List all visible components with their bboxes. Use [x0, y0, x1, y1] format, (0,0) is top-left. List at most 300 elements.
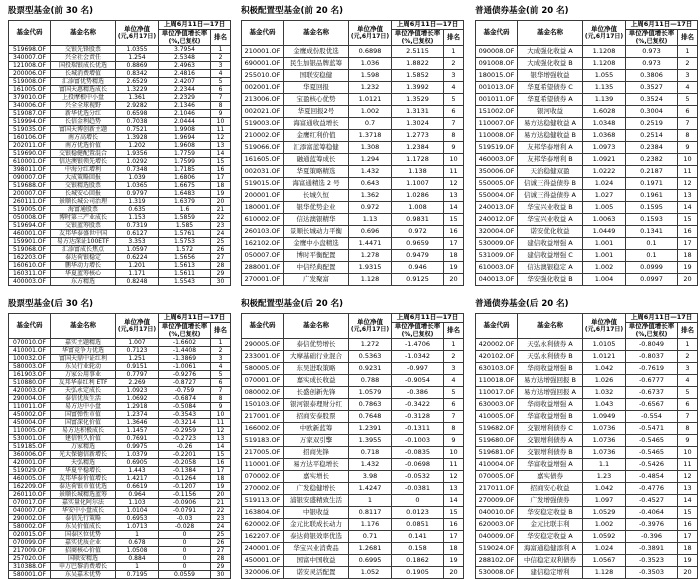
- table-row: [476, 94, 698, 106]
- fund-code-cell: 070017.OF: [9, 499, 51, 507]
- fund-rows: [9, 339, 231, 579]
- nav-cell: 1.001: [583, 238, 626, 250]
- nav-cell: 1.0736: [583, 423, 626, 435]
- rank-cell: 7: [211, 94, 231, 102]
- nav-cell: 1.0104: [116, 507, 159, 515]
- table-row: [9, 491, 231, 499]
- growth-cell: -0.5471: [626, 423, 678, 435]
- rank-cell: 10: [678, 154, 698, 166]
- growth-cell: -0.5426: [626, 459, 678, 471]
- fund-code-cell: 690001.OF: [242, 58, 284, 70]
- growth-cell: -0.8049: [626, 339, 678, 351]
- rank-cell: 24: [211, 523, 231, 531]
- nav-cell: 2.269: [116, 379, 159, 387]
- fund-rows: [476, 46, 698, 286]
- fund-code-cell: 350006.OF: [476, 166, 518, 178]
- fund-code-cell: 580005.OF: [242, 363, 284, 375]
- table-row: [242, 250, 464, 262]
- fund-code-cell: 288102.OF: [476, 555, 518, 567]
- nav-cell: 1.232: [349, 82, 392, 94]
- table-row: [476, 459, 698, 471]
- rank-cell: 13: [444, 483, 464, 495]
- col-header-rank: 排名: [678, 323, 698, 339]
- nav-cell: 1.4217: [116, 475, 159, 483]
- table-row: [242, 202, 464, 214]
- fund-name-cell: 华宝兴业收益 A: [518, 214, 583, 226]
- fund-code-cell: 519005.OF: [9, 206, 51, 214]
- fund-name-cell: 海富通收益增长: [284, 118, 349, 130]
- fund-name-cell: 中银收益: [284, 507, 349, 519]
- fund-code-cell: 091008.OF: [476, 58, 518, 70]
- table-row: [9, 174, 231, 182]
- fund-code-cell: 257020.OF: [9, 555, 51, 563]
- growth-cell: 2.1346: [159, 102, 211, 110]
- rank-cell: 23: [211, 222, 231, 230]
- table-row: [9, 403, 231, 411]
- col-header-growth: [626, 323, 678, 339]
- nav-cell: 1.007: [116, 339, 159, 347]
- growth-cell: 3.7954: [159, 46, 211, 54]
- nav-cell: 0.8342: [116, 70, 159, 78]
- nav-cell: 1.042: [583, 483, 626, 495]
- nav-cell: 1.272: [349, 339, 392, 351]
- table-row: [476, 130, 698, 142]
- rank-cell: 11: [444, 166, 464, 178]
- rank-cell: 21: [211, 499, 231, 507]
- nav-cell: 1.362: [349, 190, 392, 202]
- table-row: [242, 262, 464, 274]
- rank-cell: 7: [678, 411, 698, 423]
- nav-cell: 0.6995: [349, 555, 392, 567]
- fund-table-panel: [233, 6, 467, 286]
- fund-name-cell: 国联安稳健: [284, 70, 349, 82]
- rank-cell: 9: [678, 435, 698, 447]
- growth-cell: -1.4408: [159, 347, 211, 355]
- fund-name-cell: 建信恒久价值: [51, 435, 116, 443]
- nav-cell: 1.0567: [583, 555, 626, 567]
- rank-cell: 13: [678, 483, 698, 495]
- fund-code-cell: 270009.OF: [476, 495, 518, 507]
- nav-cell: 1.135: [583, 82, 626, 94]
- growth-cell: -0.997: [392, 363, 444, 375]
- fund-name-cell: 景顺长城精选蓝筹: [51, 491, 116, 499]
- growth-cell: -0.396: [626, 531, 678, 543]
- fund-code-cell: 420002.OF: [476, 339, 518, 351]
- table-row: [242, 495, 464, 507]
- rank-cell: 7: [211, 387, 231, 395]
- rank-cell: 8: [211, 395, 231, 403]
- rank-cell: 16: [211, 459, 231, 467]
- growth-cell: 1.2773: [392, 130, 444, 142]
- table-row: [9, 94, 231, 102]
- growth-cell: 2.2329: [159, 94, 211, 102]
- rank-cell: 4: [678, 375, 698, 387]
- growth-cell: 0.973: [626, 58, 678, 70]
- nav-cell: 1.001: [583, 250, 626, 262]
- growth-cell: 0.9831: [392, 214, 444, 226]
- nav-cell: 1.128: [349, 274, 392, 286]
- fund-name-cell: 友邦华泰价值增长: [51, 475, 116, 483]
- growth-cell: 1.5611: [159, 270, 211, 278]
- nav-cell: 1.2918: [116, 403, 159, 411]
- fund-name-cell: 富国天惠精选成长: [51, 86, 116, 94]
- rank-cell: 17: [444, 531, 464, 543]
- rank-cell: 17: [211, 467, 231, 475]
- rank-cell: 9: [678, 142, 698, 154]
- table-row: [476, 531, 698, 543]
- fund-code-cell: 180015.OF: [476, 70, 518, 82]
- col-header-nav: [349, 314, 392, 339]
- nav-cell: 0.6905: [116, 459, 159, 467]
- growth-cell: -0.5084: [159, 403, 211, 411]
- nav-cell: 0.8869: [116, 62, 159, 70]
- table-row: [9, 78, 231, 86]
- growth-cell: 0.2519: [626, 118, 678, 130]
- growth-cell: 1.6379: [159, 198, 211, 206]
- fund-code-cell: 070010.OF: [9, 339, 51, 347]
- table-row: [242, 507, 464, 519]
- fund-code-cell: 217011.OF: [476, 483, 518, 495]
- growth-cell: -0.3976: [626, 519, 678, 531]
- growth-header-line2: (%,已复权): [168, 330, 201, 338]
- table-row: [9, 142, 231, 150]
- fund-name-cell: 交银稳健配置混合: [51, 150, 116, 158]
- growth-cell: -0.3422: [392, 399, 444, 411]
- table-row: [242, 82, 464, 94]
- rank-cell: 19: [678, 262, 698, 274]
- growth-cell: 1.9908: [159, 126, 211, 134]
- rank-cell: 2: [444, 351, 464, 363]
- col-header-growth: [392, 323, 444, 339]
- fund-code-cell: 070005.OF: [476, 471, 518, 483]
- nav-cell: 1.0713: [116, 523, 159, 531]
- table-row: [242, 435, 464, 447]
- rank-cell: 7: [678, 118, 698, 130]
- rank-cell: 4: [211, 363, 231, 371]
- fund-code-cell: 050007.OF: [242, 250, 284, 262]
- growth-cell: -0.4776: [626, 483, 678, 495]
- fund-code-cell: 162209.OF: [9, 483, 51, 491]
- table-row: [242, 166, 464, 178]
- growth-cell: -0.554: [626, 411, 678, 423]
- growth-cell: 0.0851: [392, 519, 444, 531]
- table-row: [242, 154, 464, 166]
- fund-code-cell: 210001.OF: [242, 46, 284, 58]
- nav-cell: 1.1208: [583, 46, 626, 58]
- fund-code-cell: 110001.OF: [242, 459, 284, 471]
- col-header-week-range: 上周6月11日—17日: [626, 314, 698, 323]
- table-row: [476, 483, 698, 495]
- rank-cell: 5: [678, 387, 698, 399]
- growth-header-line1: 单位净值增长率: [394, 322, 441, 330]
- col-header-fund-name: 基金名称: [51, 21, 116, 46]
- fund-name-cell: 东吴行业轮动: [51, 363, 116, 371]
- growth-cell: -0.26: [159, 443, 211, 451]
- growth-cell: 1.008: [392, 202, 444, 214]
- rank-cell: 2: [211, 347, 231, 355]
- table-row: [476, 70, 698, 82]
- table-row: [242, 94, 464, 106]
- fund-name-cell: 汇添富成长焦点: [51, 246, 116, 254]
- rank-cell: 1: [211, 339, 231, 347]
- rank-cell: 6: [211, 86, 231, 94]
- fund-name-cell: 友邦华泰增利 B: [518, 154, 583, 166]
- table-row: [9, 371, 231, 379]
- growth-cell: 0.3524: [626, 94, 678, 106]
- fund-name-cell: 银河收益: [518, 106, 583, 118]
- fund-table: [8, 20, 231, 286]
- rank-cell: 30: [211, 278, 231, 286]
- growth-cell: 1.6675: [159, 182, 211, 190]
- rank-cell: 1: [678, 46, 698, 58]
- fund-name-cell: 华商收益增强 A: [518, 399, 583, 411]
- rank-cell: 25: [211, 238, 231, 246]
- growth-cell: -0.2723: [159, 435, 211, 443]
- fund-code-cell: 040013.OF: [476, 274, 518, 286]
- growth-cell: 1.3529: [392, 94, 444, 106]
- table-row: [476, 555, 698, 567]
- col-header-growth: [392, 30, 444, 46]
- col-header-fund-name: 基金名称: [518, 21, 583, 46]
- nav-cell: 0.9975: [116, 443, 159, 451]
- table-row: [476, 190, 698, 202]
- growth-header-line1: 单位净值增长率: [394, 29, 441, 37]
- fund-name-cell: 嘉实优质企业: [51, 539, 116, 547]
- rank-cell: 14: [211, 443, 231, 451]
- fund-name-cell: 富国天鼎中证红利: [51, 355, 116, 363]
- growth-cell: -0.3543: [159, 411, 211, 419]
- fund-name-cell: 大成策略回报: [51, 174, 116, 182]
- table-row: [9, 62, 231, 70]
- nav-cell: 0.6598: [116, 110, 159, 118]
- fund-name-cell: 泰信优势增长: [284, 339, 349, 351]
- rank-cell: 20: [444, 274, 464, 286]
- growth-cell: 1.6: [159, 206, 211, 214]
- growth-cell: -0.03: [159, 515, 211, 523]
- nav-cell: 1.2374: [116, 411, 159, 419]
- growth-cell: -0.1207: [159, 483, 211, 491]
- nav-cell: 2.9282: [116, 102, 159, 110]
- rank-cell: 15: [678, 507, 698, 519]
- fund-name-cell: 易方达中小盘: [51, 403, 116, 411]
- nav-cell: 1.024: [583, 543, 626, 555]
- table-row: [9, 270, 231, 278]
- growth-cell: -0.3128: [392, 411, 444, 423]
- rank-cell: 9: [444, 142, 464, 154]
- table-row: [476, 411, 698, 423]
- fund-code-cell: 519029.OF: [9, 467, 51, 475]
- col-header-fund-code: 基金代码: [476, 21, 518, 46]
- fund-name-cell: 华富收益增强 B: [518, 411, 583, 423]
- fund-table: [241, 20, 464, 286]
- fund-code-cell: 460001.OF: [9, 230, 51, 238]
- rank-cell: 6: [444, 399, 464, 411]
- growth-cell: 1.3992: [392, 82, 444, 94]
- fund-name-cell: 友邦华泰盛世中国: [51, 230, 116, 238]
- growth-cell: 1.572: [159, 246, 211, 254]
- growth-cell: -0.3503: [626, 567, 678, 579]
- growth-cell: -0.386: [392, 387, 444, 399]
- fund-code-cell: 080002.OF: [242, 387, 284, 399]
- nav-cell: 1.002: [583, 519, 626, 531]
- fund-name-cell: 华安稳定收益 A: [518, 531, 583, 543]
- growth-cell: 2.0444: [159, 118, 211, 126]
- rank-cell: 15: [444, 214, 464, 226]
- nav-cell: 1.3955: [349, 435, 392, 447]
- fund-name-cell: 交银增利债券 C: [518, 423, 583, 435]
- fund-name-cell: 建信收益增强 C: [518, 250, 583, 262]
- table-row: [9, 110, 231, 118]
- rank-cell: 14: [444, 202, 464, 214]
- rank-cell: 11: [678, 166, 698, 178]
- fund-name-cell: 华安稳定收益 B: [518, 507, 583, 519]
- fund-name-cell: 信达澳银稳定 A: [518, 262, 583, 274]
- table-row: [9, 419, 231, 427]
- fund-name-cell: 广发增强债券: [518, 495, 583, 507]
- rank-cell: 4: [444, 82, 464, 94]
- fund-name-cell: 建信稳定增利: [518, 567, 583, 579]
- rank-cell: 7: [444, 118, 464, 130]
- growth-cell: 1.2384: [392, 142, 444, 154]
- growth-cell: -0.5465: [626, 447, 678, 459]
- fund-code-cell: 519087.OF: [9, 110, 51, 118]
- nav-cell: 0.884: [116, 555, 159, 563]
- rank-cell: 15: [211, 451, 231, 459]
- rank-cell: 12: [444, 471, 464, 483]
- fund-code-cell: 160610.OF: [9, 262, 51, 270]
- fund-code-cell: 200006.OF: [9, 70, 51, 78]
- rank-cell: 9: [211, 403, 231, 411]
- table-row: [9, 198, 231, 206]
- fund-name-cell: 兴全社会责任: [51, 54, 116, 62]
- fund-tables-grid: [0, 6, 700, 579]
- fund-code-cell: 050008.OF: [9, 214, 51, 222]
- fund-code-cell: 519694.OF: [9, 222, 51, 230]
- fund-code-cell: 398011.OF: [9, 166, 51, 174]
- growth-cell: 1.5761: [159, 230, 211, 238]
- rank-cell: 29: [211, 270, 231, 278]
- fund-name-cell: 南方高增长: [51, 134, 116, 142]
- growth-cell: 0: [159, 539, 211, 547]
- table-row: [9, 347, 231, 355]
- fund-code-cell: 040009.OF: [476, 531, 518, 543]
- fund-name-cell: 华夏策略精选: [284, 166, 349, 178]
- fund-name-cell: 国富中国收益: [284, 555, 349, 567]
- rank-cell: 12: [678, 178, 698, 190]
- table-row: [242, 106, 464, 118]
- fund-name-cell: 宝盈核心优势: [284, 94, 349, 106]
- fund-table: [475, 20, 698, 286]
- growth-cell: 1.1007: [392, 178, 444, 190]
- rank-cell: 3: [211, 355, 231, 363]
- fund-rows: [9, 46, 231, 286]
- fund-name-cell: 海富通股票: [51, 206, 116, 214]
- nav-cell: 1.201: [116, 262, 159, 270]
- table-row: [476, 435, 698, 447]
- growth-cell: 0: [159, 563, 211, 571]
- fund-name-cell: 鹏华动力增长: [51, 262, 116, 270]
- fund-name-cell: 招商安心收益: [518, 483, 583, 495]
- growth-header-line2: (%,已复权): [168, 37, 201, 45]
- fund-code-cell: 460003.OF: [476, 154, 518, 166]
- growth-cell: 1.7599: [159, 158, 211, 166]
- rank-cell: 17: [678, 531, 698, 543]
- fund-table-panel: [0, 299, 233, 579]
- col-header-fund-name: 基金名称: [284, 314, 349, 339]
- nav-header-line1: 单位净值: [591, 317, 617, 326]
- fund-name-cell: 长城久恒: [284, 190, 349, 202]
- nav-cell: 0.6898: [349, 46, 392, 58]
- nav-cell: 1.002: [583, 262, 626, 274]
- table-row: [476, 423, 698, 435]
- growth-cell: 0.946: [392, 262, 444, 274]
- table-row: [9, 134, 231, 142]
- growth-cell: -0.0381: [392, 483, 444, 495]
- growth-cell: -0.1156: [159, 491, 211, 499]
- fund-code-cell: 110007.OF: [476, 118, 518, 130]
- col-header-growth: [159, 323, 211, 339]
- fund-name-cell: 汇添富优势精选: [51, 78, 116, 86]
- nav-cell: 1.202: [116, 142, 159, 150]
- fund-name-cell: 华富竞争力优选: [51, 347, 116, 355]
- table-row: [9, 222, 231, 230]
- rank-cell: 14: [444, 495, 464, 507]
- growth-cell: 1.138: [392, 166, 444, 178]
- table-row: [242, 130, 464, 142]
- nav-cell: 1.0579: [349, 387, 392, 399]
- growth-cell: 0.2382: [626, 154, 678, 166]
- rank-cell: 14: [678, 495, 698, 507]
- table-row: [9, 339, 231, 347]
- fund-name-cell: 华夏蓝筹核心: [51, 270, 116, 278]
- nav-cell: 1.3928: [116, 134, 159, 142]
- table-row: [9, 262, 231, 270]
- rank-cell: 19: [211, 483, 231, 491]
- table-row: [476, 166, 698, 178]
- rank-cell: 15: [444, 507, 464, 519]
- fund-name-cell: 东吴进取策略: [284, 363, 349, 375]
- fund-code-cell: 360006.OF: [9, 451, 51, 459]
- nav-cell: 1.319: [116, 198, 159, 206]
- rank-cell: 11: [211, 126, 231, 134]
- rank-cell: 11: [211, 419, 231, 427]
- rank-cell: 16: [678, 226, 698, 238]
- table-row: [476, 339, 698, 351]
- nav-cell: 1.0368: [583, 130, 626, 142]
- fund-name-cell: 易方达深证100ETF: [51, 238, 116, 246]
- fund-code-cell: 202011.OF: [9, 142, 51, 150]
- fund-code-cell: 288001.OF: [242, 262, 284, 274]
- fund-code-cell: 121008.OF: [9, 62, 51, 70]
- growth-cell: 0: [159, 555, 211, 563]
- growth-cell: 1.6806: [159, 174, 211, 182]
- fund-code-cell: 519682.OF: [476, 423, 518, 435]
- rank-cell: 2: [444, 58, 464, 70]
- table-row: [9, 411, 231, 419]
- rank-cell: 16: [678, 519, 698, 531]
- fund-code-cell: 070002.OF: [242, 471, 284, 483]
- growth-header-line1: 单位净值增长率: [161, 29, 208, 37]
- table-row: [476, 519, 698, 531]
- fund-code-cell: 110017.OF: [476, 387, 518, 399]
- fund-table-panel: [233, 299, 467, 579]
- fund-code-cell: 162207.OF: [242, 531, 284, 543]
- fund-name-cell: 交银蓝筹股票: [51, 222, 116, 230]
- fund-code-cell: 110008.OF: [476, 130, 518, 142]
- growth-cell: 2.1046: [159, 110, 211, 118]
- fund-name-cell: 东吴价值成长: [51, 523, 116, 531]
- nav-cell: 1.361: [116, 94, 159, 102]
